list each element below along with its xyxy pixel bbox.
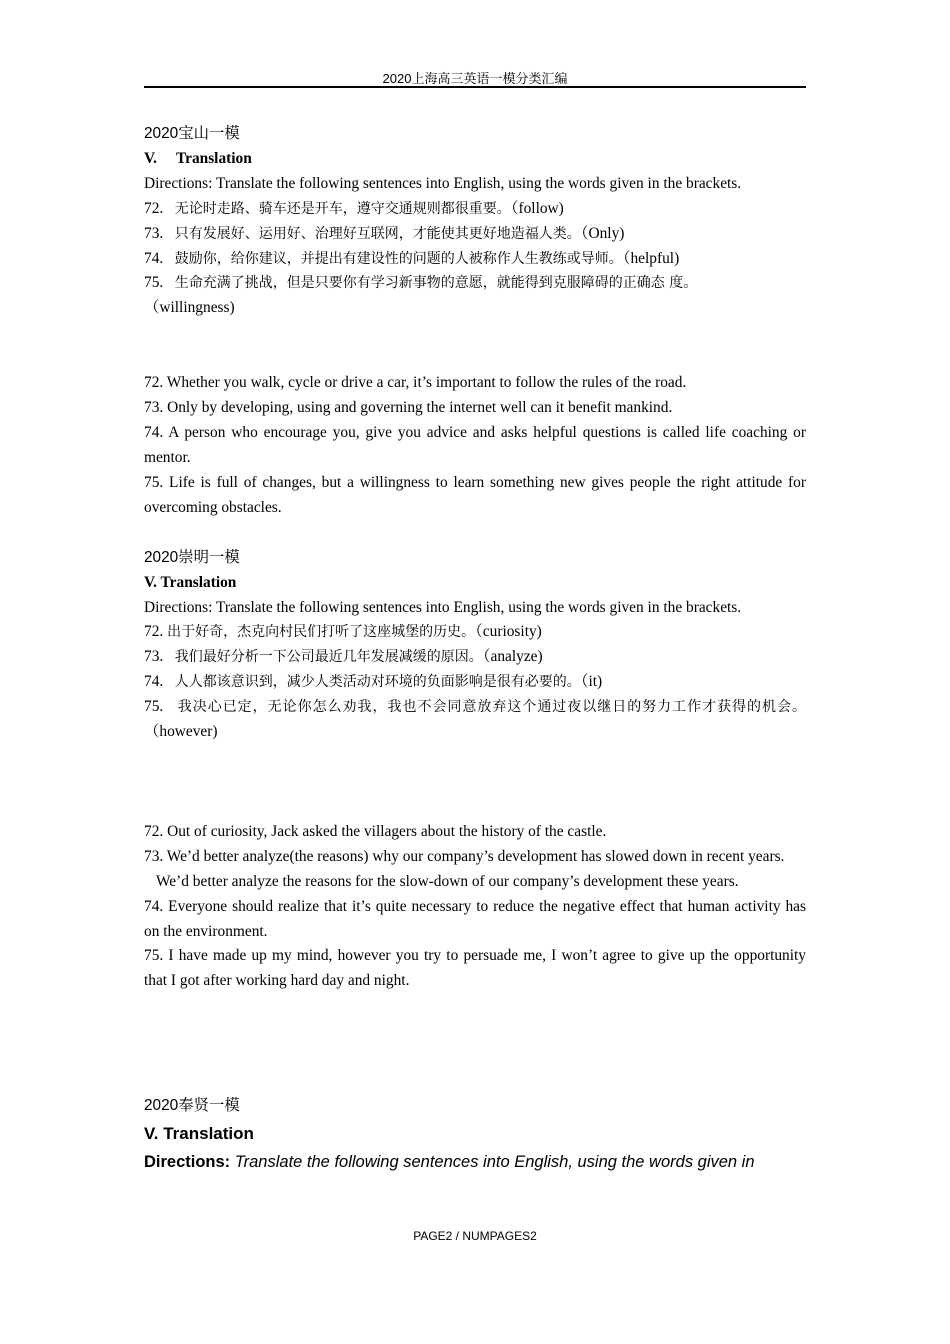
answer-item: 75. Life is full of changes, but a willingness to learn something new gives people the right attitude for overcoming obstacles. — [144, 473, 806, 516]
answer-item: 73. We’d better analyze(the reasons) why our company’s development has slowed down in recent years. — [144, 847, 785, 865]
question-item: 74. 人人都该意识到，减少人类活动对环境的负面影响是很有必要的。（it) — [144, 673, 603, 691]
header-divider — [144, 86, 806, 88]
question-item: 73. 我们最好分析一下公司最近几年发展减缓的原因。（analyze) — [144, 648, 543, 666]
answer-item: 72. Whether you walk, cycle or drive a car, it’s important to follow the rules of the road. — [144, 374, 687, 392]
directions: Directions: Translate the following sentences into English, using the words given in the brackets. — [144, 598, 742, 616]
answer-item: 75. I have made up my mind, however you try to persuade me, I won’t agree to give up the opportunity that I got after working hard day and night. — [144, 947, 806, 990]
question-item: 73. 只有发展好、运用好、治理好互联网，才能使其更好地造福人类。（Only) — [144, 224, 625, 242]
page-footer: PAGE2 / NUMPAGES2 — [413, 1229, 537, 1243]
question-item: 75. 生命充满了挑战，但是只要你有学习新事物的意愿，就能得到克服障碍的正确态 度。 （willingness) — [144, 274, 698, 317]
question-item: 74. 鼓励你，给你建议，并提出有建设性的问题的人被称作人生教练或导师。（helpful) — [144, 249, 680, 267]
question-item: 75. 我决心已定，无论你怎么劝我，我也不会同意放弃这个通过夜以继日的努力工作才获得的机会。（however) — [144, 698, 807, 741]
answer-item: 74. Everyone should realize that it’s quite necessary to reduce the negative effect that human activity has on the environment. — [144, 897, 806, 940]
directions: Directions: Translate the following sentences into English, using the words given in the brackets. — [144, 174, 742, 192]
section-heading: V. Translation — [144, 573, 237, 591]
section-heading: V. Translation — [144, 149, 252, 167]
answer-item: 72. Out of curiosity, Jack asked the villagers about the history of the castle. — [144, 822, 607, 840]
answer-item: 74. A person who encourage you, give you advice and asks helpful questions is called life coaching or mentor. — [144, 424, 806, 466]
document-body — [144, 122, 806, 1177]
section-title: 2020宝山一模 — [144, 125, 240, 142]
page-header: 2020上海高三英语一模分类汇编 — [382, 71, 568, 86]
directions: Directions: Translate the following sentences into English, using the words given in — [144, 1153, 755, 1172]
section-title: 2020崇明一模 — [144, 548, 240, 566]
section-heading: V. Translation — [144, 1124, 254, 1144]
section-title: 2020奉贤一模 — [144, 1097, 240, 1115]
question-item: 72. 无论时走路、骑车还是开车，遵守交通规则都很重要。（follow) — [144, 199, 564, 217]
question-item: 72. 出于好奇，杰克向村民们打听了这座城堡的历史。（curiosity) — [144, 623, 542, 641]
answer-item: 73. Only by developing, using and governing the internet well can it benefit mankind. — [144, 399, 673, 417]
answer-alt-item: We’d better analyze the reasons for the slow-down of our company’s development these years. — [156, 872, 739, 890]
